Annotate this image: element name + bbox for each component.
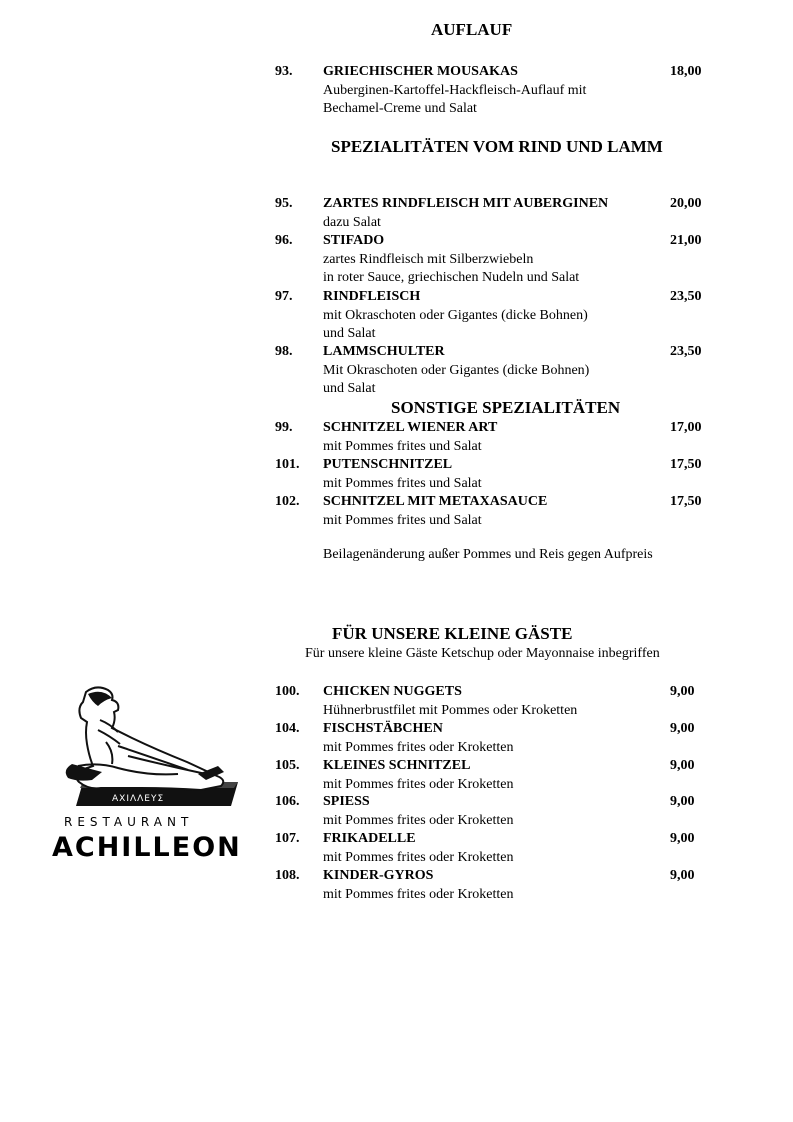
- item-price: 20,00: [670, 196, 702, 211]
- item-description: dazu Salat: [323, 214, 381, 230]
- logo-achilleon-text: ACHILLEON: [52, 832, 242, 863]
- item-name: KLEINES SCHNITZEL: [323, 758, 471, 773]
- item-name: KINDER-GYROS: [323, 868, 434, 883]
- item-price: 9,00: [670, 721, 695, 736]
- item-price: 9,00: [670, 831, 695, 846]
- item-number: 108.: [275, 868, 300, 883]
- logo-seal-text: ΑΧΙΛΛΕΥΣ: [112, 794, 165, 804]
- item-description: zartes Rindfleisch mit Silberzwiebeln: [323, 251, 534, 267]
- item-price: 23,50: [670, 289, 702, 304]
- kinder-note: Für unsere kleine Gäste Ketschup oder Mayonnaise inbegriffen: [305, 646, 660, 661]
- item-name: SCHNITZEL MIT METAXASAUCE: [323, 494, 548, 509]
- item-number: 105.: [275, 758, 300, 773]
- section-heading-auflauf: AUFLAUF: [431, 20, 513, 39]
- item-name: PUTENSCHNITZEL: [323, 457, 453, 472]
- item-number: 99.: [275, 420, 293, 435]
- item-number: 95.: [275, 196, 293, 211]
- item-number: 101.: [275, 457, 300, 472]
- item-price: 9,00: [670, 794, 695, 809]
- item-price: 23,50: [670, 344, 702, 359]
- item-price: 9,00: [670, 868, 695, 883]
- item-description: mit Pommes frites oder Kroketten: [323, 849, 514, 865]
- item-description: mit Pommes frites und Salat: [323, 438, 482, 454]
- item-description: mit Pommes frites und Salat: [323, 512, 482, 528]
- item-number: 107.: [275, 831, 300, 846]
- item-name: LAMMSCHULTER: [323, 344, 445, 359]
- item-description: und Salat: [323, 381, 376, 396]
- item-number: 97.: [275, 289, 293, 304]
- item-description: und Salat: [323, 326, 376, 341]
- section-heading-rind-lamm: SPEZIALITÄTEN VOM RIND UND LAMM: [331, 137, 663, 156]
- beilage-note: Beilagenänderung außer Pommes und Reis gegen Aufpreis: [323, 547, 653, 562]
- item-description: mit Pommes frites und Salat: [323, 475, 482, 491]
- item-name: ZARTES RINDFLEISCH MIT AUBERGINEN: [323, 196, 609, 211]
- item-description: Bechamel-Creme und Salat: [323, 101, 477, 116]
- item-name: SCHNITZEL WIENER ART: [323, 420, 498, 435]
- item-number: 106.: [275, 794, 300, 809]
- item-description: mit Okraschoten oder Gigantes (dicke Bohnen): [323, 307, 588, 323]
- item-price: 18,00: [670, 64, 702, 79]
- item-number: 100.: [275, 684, 300, 699]
- item-name: GRIECHISCHER MOUSAKAS: [323, 64, 518, 79]
- item-number: 96.: [275, 233, 293, 248]
- item-name: STIFADO: [323, 233, 385, 248]
- item-name: FRIKADELLE: [323, 831, 416, 846]
- item-description: Auberginen-Kartoffel-Hackfleisch-Auflauf mit: [323, 82, 587, 98]
- item-price: 21,00: [670, 233, 702, 248]
- item-description: mit Pommes frites oder Kroketten: [323, 886, 514, 902]
- item-price: 9,00: [670, 758, 695, 773]
- item-description: mit Pommes frites oder Kroketten: [323, 776, 514, 792]
- logo-restaurant-text: RESTAURANT: [64, 815, 194, 829]
- item-description: Hühnerbrustfilet mit Pommes oder Kroketten: [323, 702, 578, 718]
- section-heading-sonstige: SONSTIGE SPEZIALITÄTEN: [391, 398, 621, 417]
- item-name: CHICKEN NUGGETS: [323, 684, 462, 699]
- item-name: FISCHSTÄBCHEN: [323, 721, 443, 736]
- item-number: 93.: [275, 64, 293, 79]
- item-price: 9,00: [670, 684, 695, 699]
- item-name: SPIESS: [323, 794, 370, 809]
- item-number: 98.: [275, 344, 293, 359]
- item-price: 17,50: [670, 457, 702, 472]
- item-description: mit Pommes frites oder Kroketten: [323, 739, 514, 755]
- item-description: Mit Okraschoten oder Gigantes (dicke Bohnen): [323, 362, 590, 378]
- item-description: mit Pommes frites oder Kroketten: [323, 812, 514, 828]
- item-price: 17,00: [670, 420, 702, 435]
- item-number: 102.: [275, 494, 300, 509]
- item-description: in roter Sauce, griechischen Nudeln und Salat: [323, 270, 580, 285]
- section-heading-kinder: FÜR UNSERE KLEINE GÄSTE: [332, 624, 573, 643]
- item-price: 17,50: [670, 494, 702, 509]
- item-name: RINDFLEISCH: [323, 289, 421, 304]
- item-number: 104.: [275, 721, 300, 736]
